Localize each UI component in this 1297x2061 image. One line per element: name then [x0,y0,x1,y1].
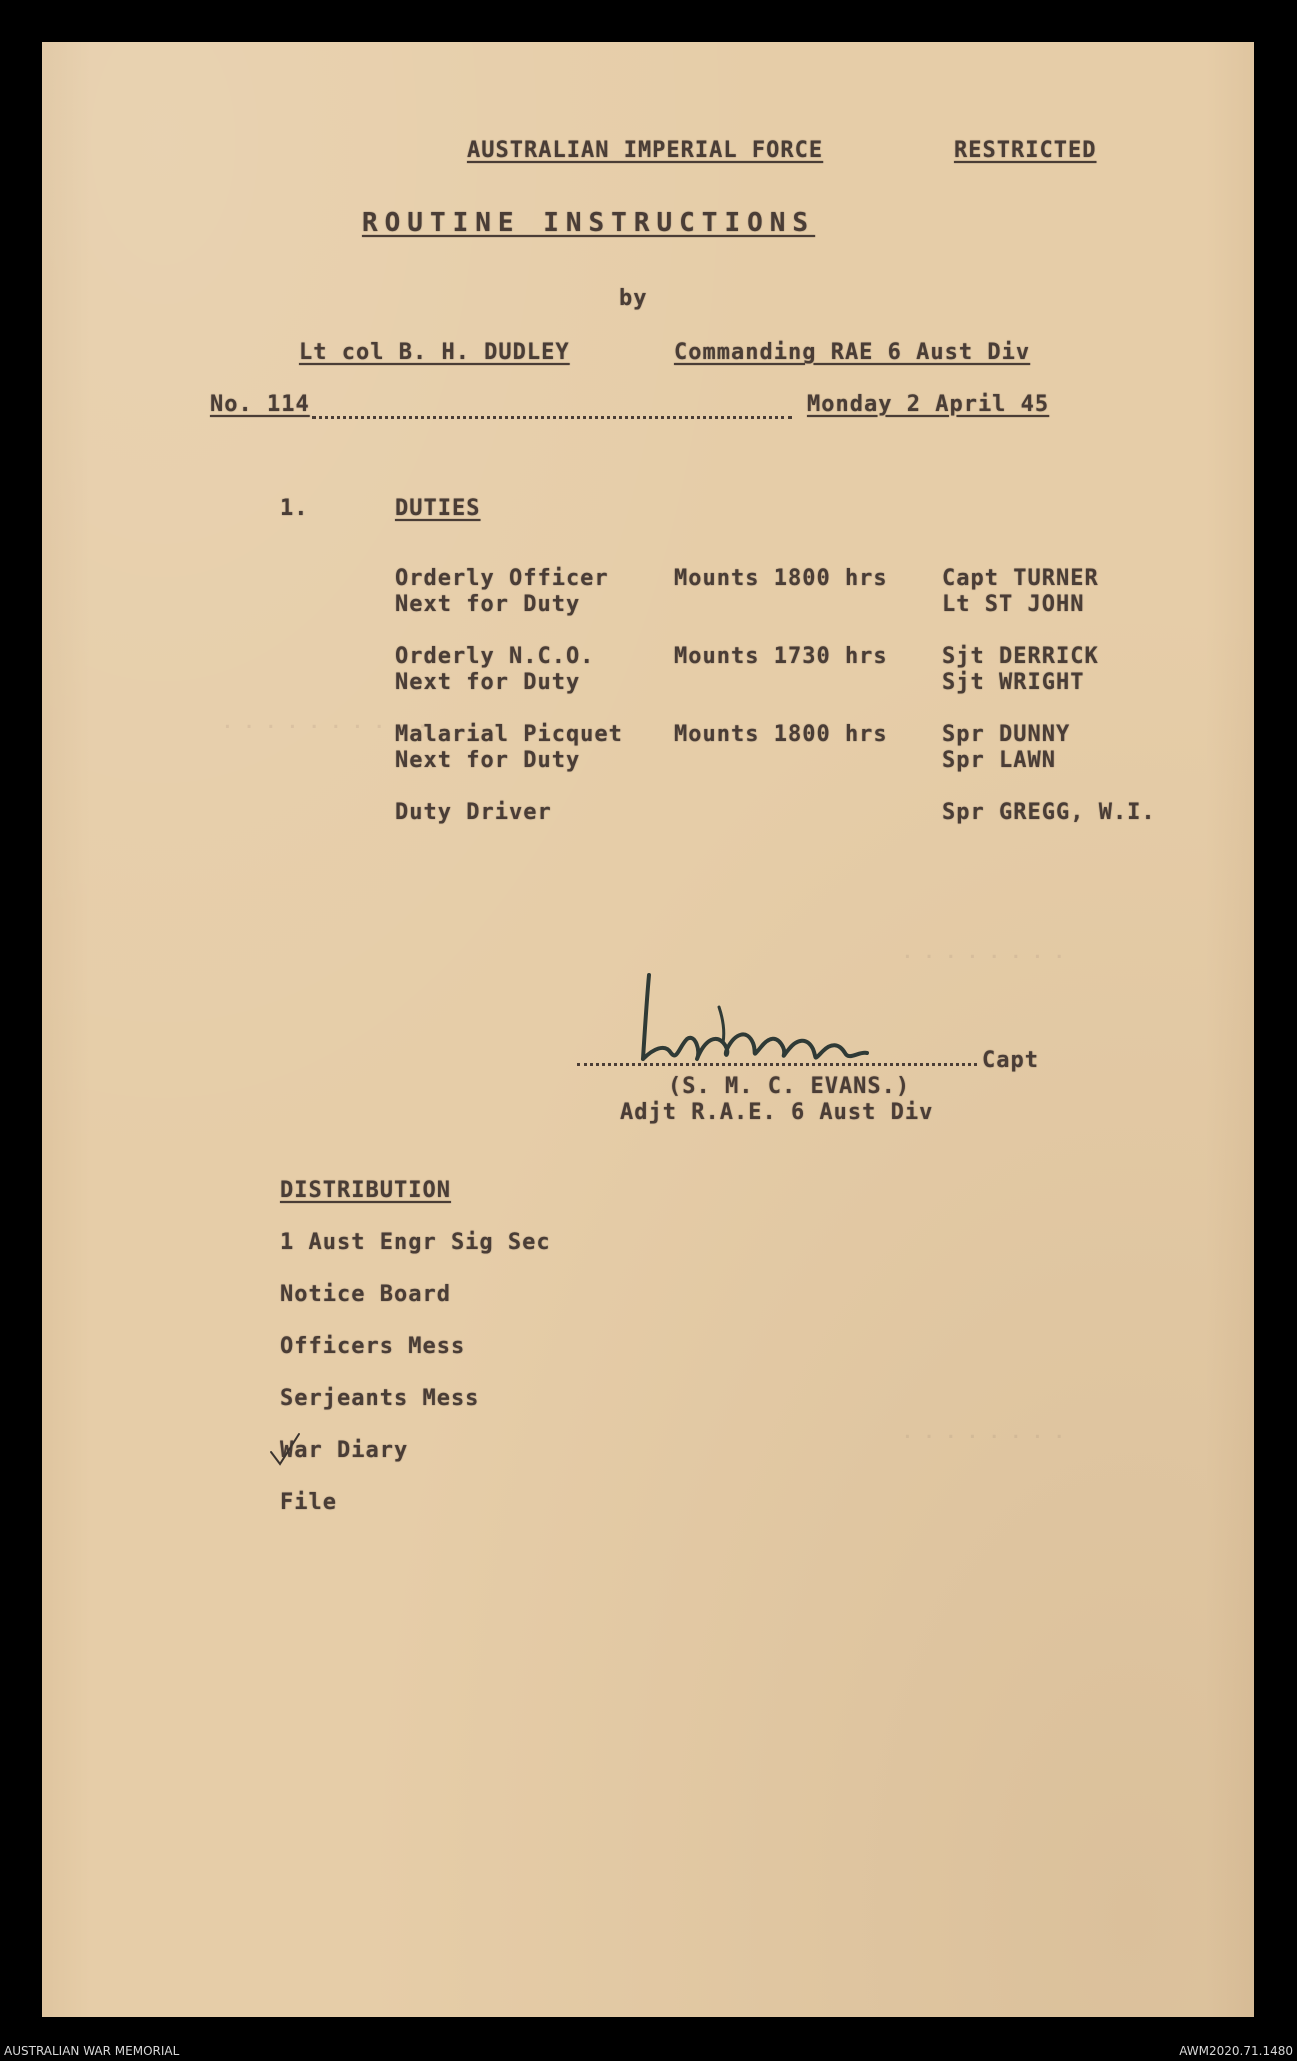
tick-mark-icon [268,1432,302,1468]
signatory-appointment: Adjt R.A.E. 6 Aust Div [620,1100,934,1125]
duty-mounts: Mounts 1730 hrs [674,644,888,669]
duty-mounts: Mounts 1800 hrs [674,566,888,591]
duty-person: Spr DUNNY [942,722,1071,747]
duty-role: Next for Duty [395,670,581,695]
distribution-item: War Diary [280,1438,409,1463]
org-heading: AUSTRALIAN IMPERIAL FORCE [467,138,824,163]
duty-role: Next for Duty [395,748,581,773]
duty-person: Spr LAWN [942,748,1056,773]
header-dotted-rule [312,416,792,419]
duty-role: Next for Duty [395,592,581,617]
archive-reference: AWM2020.71.1480 [1179,2044,1293,2058]
document-page [42,42,1254,2017]
distribution-item: 1 Aust Engr Sig Sec [280,1230,551,1255]
distribution-item: Officers Mess [280,1334,466,1359]
duty-role: Duty Driver [395,800,552,825]
by-line: by [619,286,648,311]
duty-mounts: Mounts 1800 hrs [674,722,888,747]
duty-role: Orderly Officer [395,566,609,591]
officer-name: Lt col B. H. DUDLEY [299,340,570,365]
distribution-heading: DISTRIBUTION [280,1178,451,1203]
signature-rank: Capt [982,1048,1039,1073]
distribution-item: Notice Board [280,1282,451,1307]
command-line: Commanding RAE 6 Aust Div [674,340,1031,365]
section-number: 1. [280,496,309,521]
archive-credit: AUSTRALIAN WAR MEMORIAL [4,2044,180,2058]
signatory-name: (S. M. C. EVANS.) [668,1074,911,1099]
distribution-item: File [280,1490,337,1515]
bleed-through-text: . . . . . . . . . . [222,712,428,733]
instruction-date: Monday 2 April 45 [807,392,1050,417]
document-title: ROUTINE INSTRUCTIONS [362,208,816,238]
duty-role: Malarial Picquet [395,722,623,747]
duty-person: Capt TURNER [942,566,1099,591]
duty-person: Sjt WRIGHT [942,670,1085,695]
distribution-item: Serjeants Mess [280,1386,480,1411]
duty-person: Spr GREGG, W.I. [942,800,1156,825]
instruction-number: No. 114 [210,392,310,417]
classification-marking: RESTRICTED [954,138,1097,163]
duty-person: Sjt DERRICK [942,644,1099,669]
section-heading: DUTIES [395,496,481,521]
duty-role: Orderly N.C.O. [395,644,595,669]
bleed-through-text: . . . . . . . . [902,942,1065,963]
handwritten-signature [627,967,987,1077]
signature-dotted-line [577,1063,977,1066]
duty-person: Lt ST JOHN [942,592,1085,617]
bleed-through-text: . . . . . . . . [902,1422,1065,1443]
